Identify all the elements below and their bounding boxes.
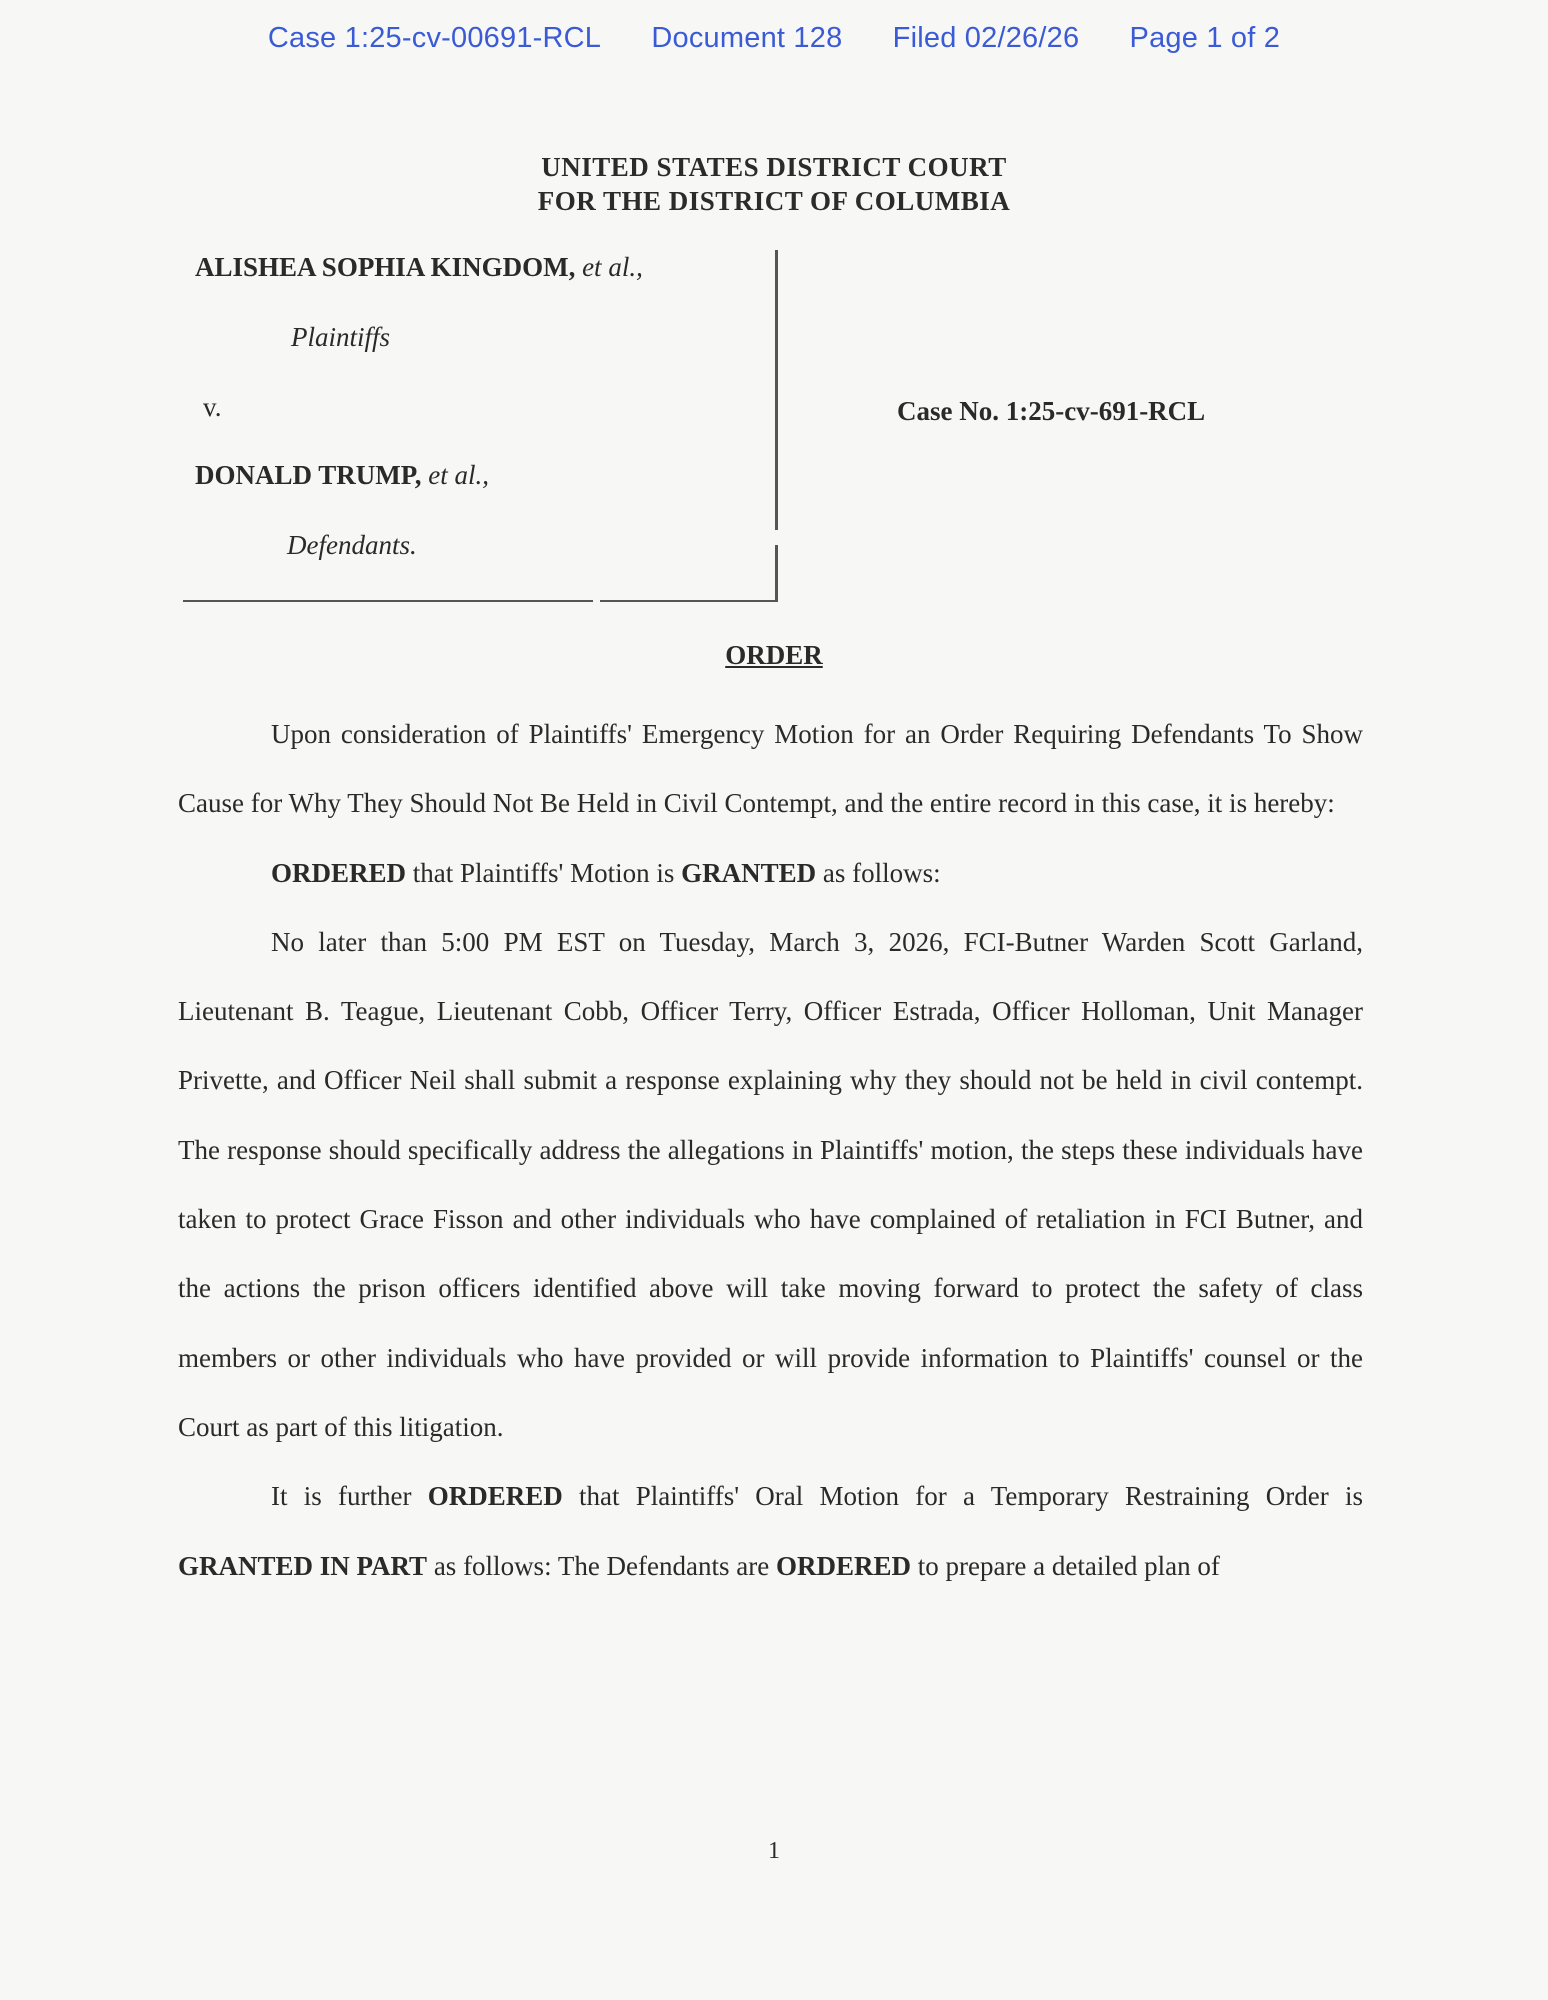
- paragraph-text: that Plaintiffs' Oral Motion for a Temporary Restraining Order is: [562, 1481, 1363, 1512]
- paragraph-text: to prepare a detailed plan of: [910, 1550, 1220, 1581]
- versus-label: v.: [203, 392, 222, 422]
- court-heading: [0, 150, 1548, 218]
- page-number: 1: [768, 1838, 780, 1864]
- granted-term: GRANTED: [681, 857, 817, 888]
- paragraph-show-cause: No later than 5:00 PM EST on Tuesday, March 3, 2026, FCI-Butner Warden Scott Garland, Lieutenant B. Teague, Lieutenant Cobb, Officer Terry, Officer Estrada, Officer Holloman, Unit Manager Privette, and Officer Neil shall submit a response explaining why they should not be held in civil contempt. The response should specifically address the allegations in Plaintiffs' motion, the steps these individuals have taken to protect Grace Fisson and other individuals who have complained of retaliation in FCI Butner, and the actions the prison officers identified above will take moving forward to protect the safety of class members or other individuals who have provided or will provide information to Plaintiffs' counsel or the Court as part of this litigation.: [178, 926, 1363, 1442]
- caption-rule-left: [183, 600, 593, 602]
- defendant-name-text: DONALD TRUMP,: [195, 460, 422, 490]
- plaintiff-name: [195, 252, 643, 283]
- paragraph-text: that Plaintiffs' Motion is: [406, 857, 682, 888]
- order-body: [178, 700, 1363, 1601]
- paragraph-ordered-granted: [178, 839, 1363, 908]
- defendant-role: Defendants.: [287, 530, 417, 560]
- defendant-et-al: et al.,: [428, 460, 490, 490]
- plaintiff-name-text: ALISHEA SOPHIA KINGDOM,: [195, 252, 576, 282]
- court-district: FOR THE DISTRICT OF COLUMBIA: [537, 186, 1011, 216]
- caption-divider-upper: [775, 250, 778, 530]
- order-title: ORDER: [725, 640, 823, 670]
- plaintiff-role: Plaintiffs: [291, 322, 391, 352]
- defendant-name: [195, 460, 489, 491]
- ecf-document-number: Document 128: [651, 22, 843, 54]
- case-number: Case No. 1:25-cv-691-RCL: [897, 396, 1206, 426]
- paragraph-text: It is further: [271, 1481, 428, 1512]
- court-name: UNITED STATES DISTRICT COURT: [541, 152, 1007, 182]
- caption-rule-right: [600, 600, 778, 602]
- ecf-case-number: Case 1:25-cv-00691-RCL: [267, 22, 602, 54]
- ecf-filed-date: Filed 02/26/26: [892, 22, 1080, 54]
- granted-in-part-term: GRANTED IN PART: [178, 1550, 428, 1581]
- ecf-page-count: Page 1 of 2: [1129, 22, 1281, 54]
- ordered-term: ORDERED: [775, 1550, 911, 1581]
- ordered-term: ORDERED: [427, 1481, 563, 1512]
- paragraph-consideration: Upon consideration of Plaintiffs' Emergency Motion for an Order Requiring Defendants To Show Cause for Why They Should Not Be Held in Civil Contempt, and the entire record in this case, it is hereby:: [178, 719, 1363, 819]
- caption-divider-lower: [775, 545, 778, 600]
- paragraph-text: as follows:: [816, 857, 941, 888]
- plaintiff-et-al: et al.,: [582, 252, 643, 282]
- ecf-filing-header: [0, 22, 1548, 55]
- paragraph-text: as follows: The Defendants are: [427, 1550, 776, 1581]
- paragraph-tro: [178, 1462, 1363, 1601]
- ordered-term: ORDERED: [271, 857, 407, 888]
